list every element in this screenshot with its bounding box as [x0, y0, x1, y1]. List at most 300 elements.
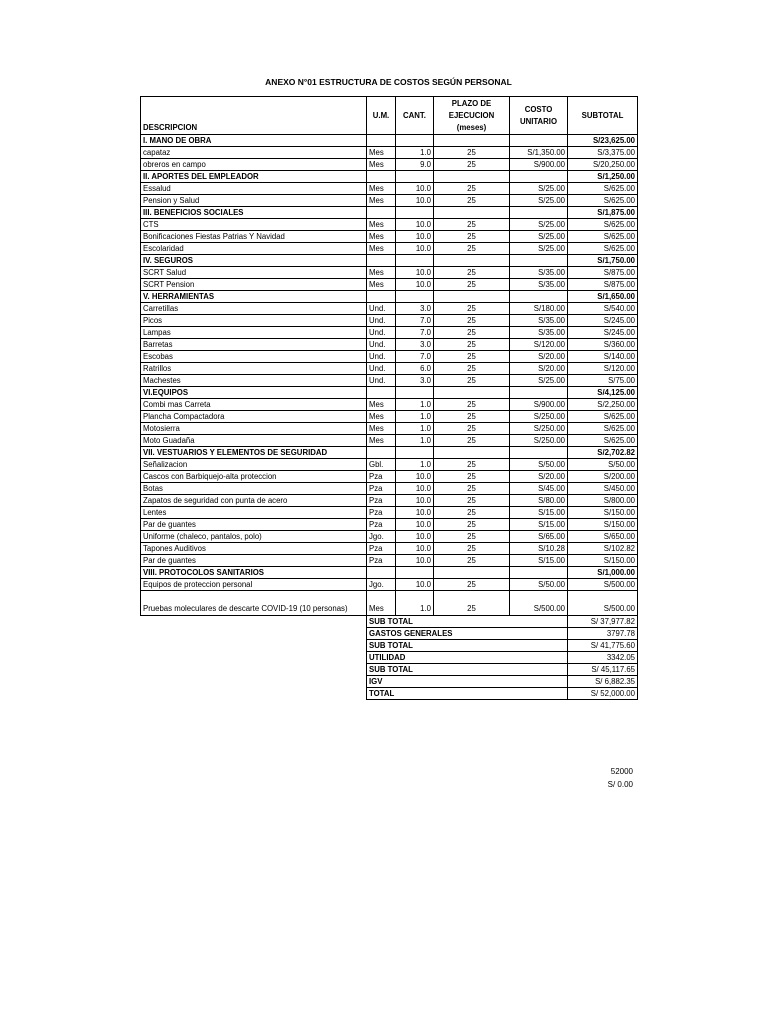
empty-cell [367, 387, 396, 399]
item-plazo: 25 [434, 183, 510, 195]
item-cant: 10.0 [396, 231, 434, 243]
empty-cell [434, 387, 510, 399]
item-um: Und. [367, 315, 396, 327]
item-costo-unitario: S/20.00 [510, 471, 568, 483]
item-subtotal: S/150.00 [568, 555, 638, 567]
item-plazo: 25 [434, 243, 510, 255]
item-cant: 10.0 [396, 279, 434, 291]
item-plazo: 25 [434, 315, 510, 327]
blank-cell [141, 676, 367, 688]
table-row [141, 411, 638, 423]
item-subtotal: S/875.00 [568, 279, 638, 291]
totals-value: S/ 52,000.00 [568, 688, 638, 700]
section-subtotal: S/4,125.00 [568, 387, 638, 399]
section-title: VIII. PROTOCOLOS SANITARIOS [141, 567, 367, 579]
item-um: Mes [367, 279, 396, 291]
item-costo-unitario: S/35.00 [510, 327, 568, 339]
item-um: Pza [367, 555, 396, 567]
item-description: capataz [141, 147, 367, 159]
item-costo-unitario: S/35.00 [510, 279, 568, 291]
document-title: ANEXO N°01 ESTRUCTURA DE COSTOS SEGÚN PERSONAL [265, 77, 512, 87]
empty-cell [396, 135, 434, 147]
totals-row [141, 652, 638, 664]
item-subtotal: S/50.00 [568, 459, 638, 471]
item-subtotal: S/360.00 [568, 339, 638, 351]
empty-cell [510, 387, 568, 399]
item-description: SCRT Pension [141, 279, 367, 291]
item-um: Mes [367, 591, 396, 616]
item-um: Mes [367, 243, 396, 255]
item-costo-unitario: S/180.00 [510, 303, 568, 315]
item-cant: 6.0 [396, 363, 434, 375]
empty-cell [367, 567, 396, 579]
item-costo-unitario: S/25.00 [510, 195, 568, 207]
item-subtotal: S/2,250.00 [568, 399, 638, 411]
item-description: Botas [141, 483, 367, 495]
empty-cell [510, 291, 568, 303]
empty-cell [510, 447, 568, 459]
item-subtotal: S/450.00 [568, 483, 638, 495]
item-description: Equipos de proteccion personal [141, 579, 367, 591]
item-plazo: 25 [434, 519, 510, 531]
table-row [141, 159, 638, 171]
section-subtotal: S/2,702.82 [568, 447, 638, 459]
item-subtotal: S/20,250.00 [568, 159, 638, 171]
item-description: Lampas [141, 327, 367, 339]
totals-row [141, 676, 638, 688]
item-plazo: 25 [434, 507, 510, 519]
item-costo-unitario: S/50.00 [510, 579, 568, 591]
header-plazo: PLAZO DE EJECUCION (meses) [434, 97, 510, 135]
item-subtotal: S/625.00 [568, 435, 638, 447]
item-um: Und. [367, 375, 396, 387]
item-plazo: 25 [434, 459, 510, 471]
item-um: Mes [367, 399, 396, 411]
item-costo-unitario: S/900.00 [510, 399, 568, 411]
table-row [141, 591, 638, 616]
item-description: Motosierra [141, 423, 367, 435]
item-description: Señalizacion [141, 459, 367, 471]
item-plazo: 25 [434, 435, 510, 447]
section-row [141, 255, 638, 267]
header-costo-unitario: COSTO UNITARIO [510, 97, 568, 135]
item-description: Escobas [141, 351, 367, 363]
section-subtotal: S/1,000.00 [568, 567, 638, 579]
item-plazo: 25 [434, 327, 510, 339]
item-costo-unitario: S/25.00 [510, 243, 568, 255]
item-subtotal: S/245.00 [568, 315, 638, 327]
blank-cell [141, 628, 367, 640]
item-um: Mes [367, 219, 396, 231]
empty-cell [396, 387, 434, 399]
item-subtotal: S/875.00 [568, 267, 638, 279]
item-subtotal: S/625.00 [568, 411, 638, 423]
item-um: Und. [367, 351, 396, 363]
empty-cell [396, 171, 434, 183]
totals-row [141, 664, 638, 676]
item-cant: 10.0 [396, 483, 434, 495]
item-costo-unitario: S/10.28 [510, 543, 568, 555]
item-subtotal: S/245.00 [568, 327, 638, 339]
item-costo-unitario: S/500.00 [510, 591, 568, 616]
table-row [141, 471, 638, 483]
item-costo-unitario: S/80.00 [510, 495, 568, 507]
item-cant: 7.0 [396, 351, 434, 363]
item-description: Pension y Salud [141, 195, 367, 207]
item-cant: 3.0 [396, 303, 434, 315]
item-um: Pza [367, 471, 396, 483]
table-row [141, 579, 638, 591]
totals-value: S/ 41,775.60 [568, 640, 638, 652]
footer-value-2: S/ 0.00 [607, 780, 633, 789]
empty-cell [367, 207, 396, 219]
table-row [141, 543, 638, 555]
item-description: Uniforme (chaleco, pantalos, polo) [141, 531, 367, 543]
section-subtotal: S/1,650.00 [568, 291, 638, 303]
item-costo-unitario: S/20.00 [510, 351, 568, 363]
item-costo-unitario: S/25.00 [510, 375, 568, 387]
totals-row [141, 640, 638, 652]
item-plazo: 25 [434, 483, 510, 495]
table-row [141, 351, 638, 363]
table-row [141, 279, 638, 291]
item-subtotal: S/625.00 [568, 423, 638, 435]
blank-cell [141, 640, 367, 652]
item-costo-unitario: S/250.00 [510, 423, 568, 435]
section-subtotal: S/1,875.00 [568, 207, 638, 219]
table-row [141, 459, 638, 471]
totals-label: SUB TOTAL [367, 616, 568, 628]
item-description: Tapones Auditivos [141, 543, 367, 555]
item-plazo: 25 [434, 423, 510, 435]
header-subtotal: SUBTOTAL [568, 97, 638, 135]
item-description: Zapatos de seguridad con punta de acero [141, 495, 367, 507]
section-row [141, 447, 638, 459]
totals-value: S/ 45,117.65 [568, 664, 638, 676]
item-costo-unitario: S/35.00 [510, 315, 568, 327]
item-plazo: 25 [434, 159, 510, 171]
item-subtotal: S/625.00 [568, 231, 638, 243]
item-subtotal: S/150.00 [568, 507, 638, 519]
empty-cell [434, 207, 510, 219]
section-subtotal: S/23,625.00 [568, 135, 638, 147]
table-row [141, 219, 638, 231]
item-costo-unitario: S/50.00 [510, 459, 568, 471]
item-description: Pruebas moleculares de descarte COVID-19 (10 personas) [141, 591, 367, 616]
item-um: Pza [367, 483, 396, 495]
item-subtotal: S/75.00 [568, 375, 638, 387]
item-costo-unitario: S/20.00 [510, 363, 568, 375]
item-um: Mes [367, 147, 396, 159]
empty-cell [396, 291, 434, 303]
blank-cell [141, 664, 367, 676]
item-plazo: 25 [434, 147, 510, 159]
item-um: Jgo. [367, 579, 396, 591]
totals-label: UTILIDAD [367, 652, 568, 664]
item-cant: 10.0 [396, 531, 434, 543]
item-um: Pza [367, 507, 396, 519]
item-cant: 7.0 [396, 315, 434, 327]
item-description: Par de guantes [141, 519, 367, 531]
item-description: Bonificaciones Fiestas Patrias Y Navidad [141, 231, 367, 243]
table-row [141, 531, 638, 543]
item-cant: 1.0 [396, 147, 434, 159]
item-description: Cascos con Barbiquejo-alta proteccion [141, 471, 367, 483]
item-subtotal: S/625.00 [568, 243, 638, 255]
table-row [141, 267, 638, 279]
item-plazo: 25 [434, 219, 510, 231]
totals-label: SUB TOTAL [367, 640, 568, 652]
cost-structure-table [140, 96, 638, 700]
item-subtotal: S/120.00 [568, 363, 638, 375]
table-row [141, 147, 638, 159]
item-plazo: 25 [434, 231, 510, 243]
item-subtotal: S/140.00 [568, 351, 638, 363]
totals-value: S/ 6,882.35 [568, 676, 638, 688]
totals-label: GASTOS GENERALES [367, 628, 568, 640]
section-title: II. APORTES DEL EMPLEADOR [141, 171, 367, 183]
item-description: Carretillas [141, 303, 367, 315]
totals-row [141, 688, 638, 700]
totals-label: IGV [367, 676, 568, 688]
item-costo-unitario: S/45.00 [510, 483, 568, 495]
item-description: Picos [141, 315, 367, 327]
section-title: III. BENEFICIOS SOCIALES [141, 207, 367, 219]
item-um: Mes [367, 183, 396, 195]
item-description: Moto Guadaña [141, 435, 367, 447]
table-row [141, 435, 638, 447]
section-title: V. HERRAMIENTAS [141, 291, 367, 303]
item-costo-unitario: S/250.00 [510, 435, 568, 447]
item-description: CTS [141, 219, 367, 231]
footer-value-1: 52000 [610, 767, 633, 776]
item-plazo: 25 [434, 399, 510, 411]
header-cant: CANT. [396, 97, 434, 135]
item-subtotal: S/650.00 [568, 531, 638, 543]
item-cant: 1.0 [396, 411, 434, 423]
empty-cell [434, 255, 510, 267]
blank-cell [141, 616, 367, 628]
empty-cell [367, 255, 396, 267]
empty-cell [510, 135, 568, 147]
item-cant: 1.0 [396, 591, 434, 616]
item-costo-unitario: S/15.00 [510, 519, 568, 531]
item-plazo: 25 [434, 363, 510, 375]
empty-cell [396, 255, 434, 267]
section-title: VII. VESTUARIOS Y ELEMENTOS DE SEGURIDAD [141, 447, 367, 459]
blank-cell [141, 688, 367, 700]
item-cant: 1.0 [396, 423, 434, 435]
empty-cell [434, 135, 510, 147]
item-plazo: 25 [434, 591, 510, 616]
table-row [141, 507, 638, 519]
item-subtotal: S/200.00 [568, 471, 638, 483]
item-um: Mes [367, 195, 396, 207]
item-um: Mes [367, 231, 396, 243]
item-costo-unitario: S/120.00 [510, 339, 568, 351]
empty-cell [434, 447, 510, 459]
item-um: Mes [367, 423, 396, 435]
item-subtotal: S/625.00 [568, 195, 638, 207]
item-um: Und. [367, 363, 396, 375]
blank-cell [141, 652, 367, 664]
item-costo-unitario: S/15.00 [510, 555, 568, 567]
item-plazo: 25 [434, 495, 510, 507]
item-cant: 9.0 [396, 159, 434, 171]
item-costo-unitario: S/1,350.00 [510, 147, 568, 159]
empty-cell [434, 171, 510, 183]
empty-cell [396, 447, 434, 459]
item-costo-unitario: S/900.00 [510, 159, 568, 171]
item-cant: 10.0 [396, 471, 434, 483]
section-row [141, 291, 638, 303]
totals-value: S/ 37,977.82 [568, 616, 638, 628]
item-subtotal: S/150.00 [568, 519, 638, 531]
item-plazo: 25 [434, 471, 510, 483]
header-um: U.M. [367, 97, 396, 135]
item-description: obreros en campo [141, 159, 367, 171]
empty-cell [510, 171, 568, 183]
section-title: IV. SEGUROS [141, 255, 367, 267]
table-row [141, 231, 638, 243]
item-um: Mes [367, 267, 396, 279]
item-cant: 10.0 [396, 507, 434, 519]
item-um: Mes [367, 411, 396, 423]
item-costo-unitario: S/250.00 [510, 411, 568, 423]
item-um: Und. [367, 303, 396, 315]
item-um: Jgo. [367, 531, 396, 543]
item-cant: 10.0 [396, 579, 434, 591]
item-costo-unitario: S/15.00 [510, 507, 568, 519]
item-plazo: 25 [434, 579, 510, 591]
item-cant: 7.0 [396, 327, 434, 339]
item-um: Pza [367, 495, 396, 507]
item-costo-unitario: S/25.00 [510, 219, 568, 231]
empty-cell [510, 255, 568, 267]
item-plazo: 25 [434, 339, 510, 351]
table-row [141, 483, 638, 495]
totals-row [141, 616, 638, 628]
item-cant: 1.0 [396, 435, 434, 447]
item-plazo: 25 [434, 195, 510, 207]
header-descripcion: DESCRIPCION [141, 97, 367, 135]
item-plazo: 25 [434, 351, 510, 363]
section-row [141, 387, 638, 399]
totals-label: SUB TOTAL [367, 664, 568, 676]
section-subtotal: S/1,750.00 [568, 255, 638, 267]
item-um: Pza [367, 519, 396, 531]
empty-cell [510, 207, 568, 219]
item-description: Barretas [141, 339, 367, 351]
empty-cell [367, 291, 396, 303]
table-row [141, 423, 638, 435]
item-description: Plancha Compactadora [141, 411, 367, 423]
table-row [141, 195, 638, 207]
item-subtotal: S/102.82 [568, 543, 638, 555]
item-plazo: 25 [434, 267, 510, 279]
item-subtotal: S/625.00 [568, 183, 638, 195]
item-subtotal: S/500.00 [568, 579, 638, 591]
item-cant: 10.0 [396, 195, 434, 207]
item-description: Par de guantes [141, 555, 367, 567]
item-cant: 10.0 [396, 555, 434, 567]
item-plazo: 25 [434, 279, 510, 291]
empty-cell [396, 207, 434, 219]
item-cant: 10.0 [396, 267, 434, 279]
table-row [141, 183, 638, 195]
item-description: Essalud [141, 183, 367, 195]
item-subtotal: S/540.00 [568, 303, 638, 315]
totals-value: 3797.78 [568, 628, 638, 640]
item-subtotal: S/500.00 [568, 591, 638, 616]
item-subtotal: S/3,375.00 [568, 147, 638, 159]
item-um: Mes [367, 159, 396, 171]
item-description: Lentes [141, 507, 367, 519]
section-row [141, 207, 638, 219]
section-row [141, 567, 638, 579]
totals-row [141, 628, 638, 640]
item-cant: 1.0 [396, 459, 434, 471]
item-costo-unitario: S/35.00 [510, 267, 568, 279]
empty-cell [510, 567, 568, 579]
item-plazo: 25 [434, 555, 510, 567]
item-plazo: 25 [434, 303, 510, 315]
table-row [141, 399, 638, 411]
item-description: Machestes [141, 375, 367, 387]
table-row [141, 243, 638, 255]
empty-cell [434, 567, 510, 579]
item-costo-unitario: S/25.00 [510, 183, 568, 195]
section-title: VI.EQUIPOS [141, 387, 367, 399]
item-description: Escolaridad [141, 243, 367, 255]
item-cant: 10.0 [396, 243, 434, 255]
table-row [141, 375, 638, 387]
item-plazo: 25 [434, 543, 510, 555]
item-cant: 10.0 [396, 219, 434, 231]
table-header-row [141, 97, 638, 135]
totals-label: TOTAL [367, 688, 568, 700]
item-cant: 10.0 [396, 183, 434, 195]
table-row [141, 339, 638, 351]
item-costo-unitario: S/25.00 [510, 231, 568, 243]
item-plazo: 25 [434, 531, 510, 543]
item-costo-unitario: S/65.00 [510, 531, 568, 543]
table-row [141, 363, 638, 375]
table-row [141, 315, 638, 327]
item-description: Ratrillos [141, 363, 367, 375]
section-row [141, 171, 638, 183]
empty-cell [367, 135, 396, 147]
item-um: Gbl. [367, 459, 396, 471]
section-subtotal: S/1,250.00 [568, 171, 638, 183]
item-cant: 10.0 [396, 495, 434, 507]
item-um: Und. [367, 339, 396, 351]
item-plazo: 25 [434, 411, 510, 423]
item-um: Und. [367, 327, 396, 339]
empty-cell [396, 567, 434, 579]
item-plazo: 25 [434, 375, 510, 387]
item-cant: 1.0 [396, 399, 434, 411]
table-row [141, 519, 638, 531]
section-row [141, 135, 638, 147]
section-title: I. MANO DE OBRA [141, 135, 367, 147]
table-row [141, 327, 638, 339]
item-um: Mes [367, 435, 396, 447]
item-um: Pza [367, 543, 396, 555]
item-subtotal: S/800.00 [568, 495, 638, 507]
empty-cell [367, 447, 396, 459]
empty-cell [434, 291, 510, 303]
